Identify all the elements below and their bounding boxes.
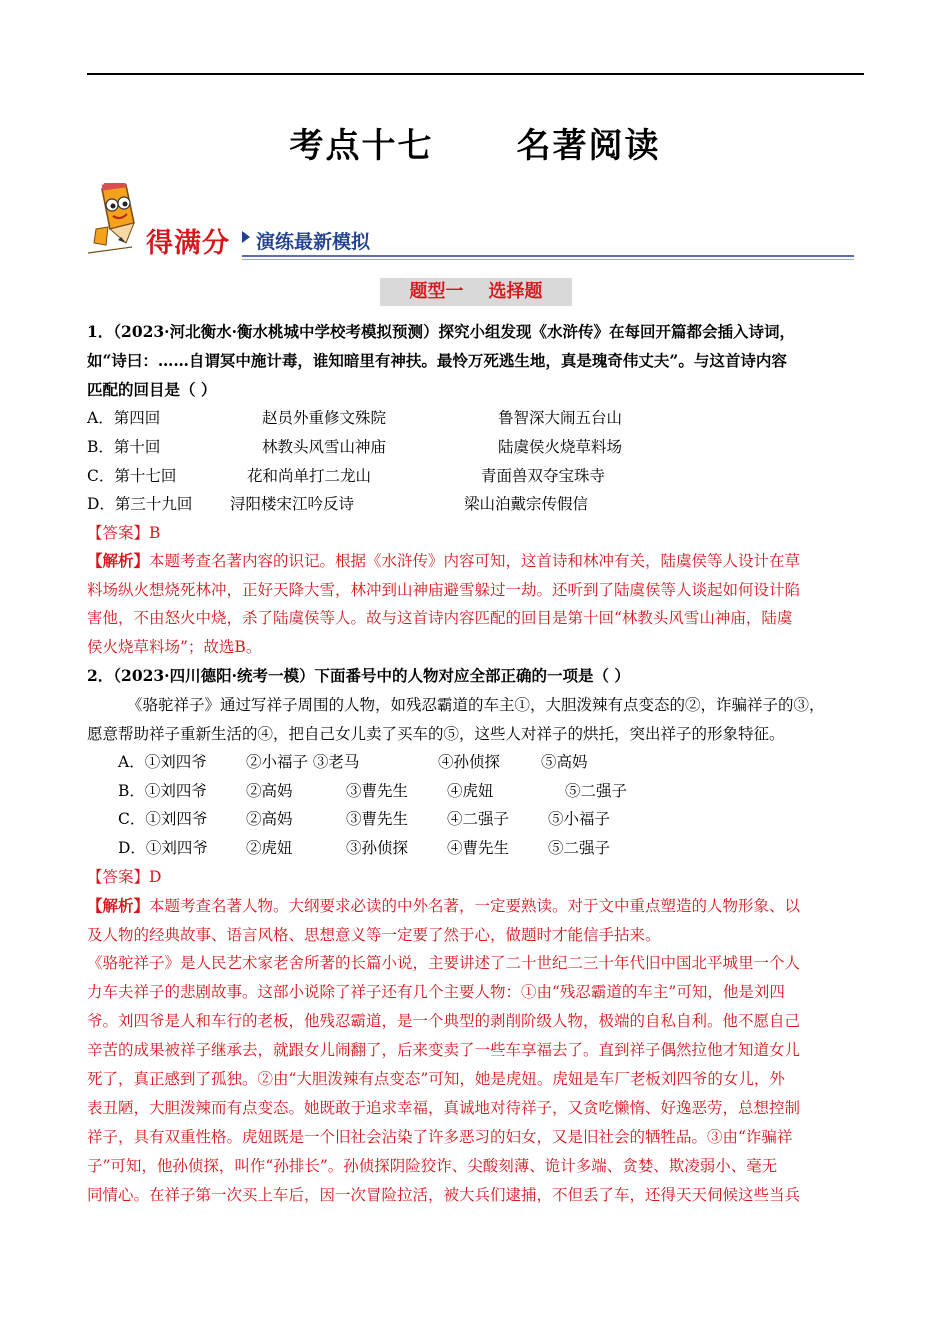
q2-answer: 【答案】D (87, 868, 162, 886)
banner (88, 183, 858, 265)
triangle-arrow-icon (242, 231, 250, 243)
q1-option-first: 林教头风雪山神庙 (262, 438, 387, 456)
page-title: 考点十七 名著阅读 (289, 126, 661, 166)
q1-option-second: 梁山泊戴宗传假信 (464, 495, 589, 513)
q2-option-item: ④孙侦探 (438, 753, 501, 771)
q2-analysis-line: 辛苦的成果被祥子继承去，就跟女儿闹翻了，后来变卖了一些车享福去了。直到祥子偶然拉他才知道女儿 (87, 1041, 801, 1059)
q2-analysis-first (87, 896, 800, 916)
q2-analysis-line: 爷。刘四爷是人和车行的老板，他残忍霸道，是一个典型的剥削阶级人物，极端的自私自利。他不愿自己 (87, 1012, 801, 1030)
q1-option-label: B．第十回 (87, 438, 161, 456)
q2-option-item: ③曹先生 (346, 782, 409, 800)
q2-analysis-line: 祥子，具有双重性格。虎妞既是一个旧社会沾染了许多恶习的妇女，又是旧社会的牺牲品。③由“诈骗祥 (87, 1128, 793, 1146)
q2-analysis-line: 子”可知，他孙侦探，叫作“孙排长”。孙侦探阴险狡诈、尖酸刻薄、诡计多端、贪婪、欺凌弱小、毫无 (87, 1157, 778, 1175)
q2-option-item: B．①刘四爷 (118, 782, 207, 800)
q1-option-second: 青面兽双夺宝珠寺 (481, 467, 606, 485)
analysis-tag: 【解析】 (87, 551, 150, 570)
q2-analysis-line: 及人物的经典故事、语言风格、思想意义等一定要了然于心，做题时才能信手拈来。 (87, 926, 661, 944)
banner-brand: 得满分 (146, 228, 230, 259)
q2-option-item: ④虎妞 (447, 782, 494, 800)
q2-option-item: ④曹先生 (447, 839, 510, 857)
q2-passage-line: 《骆驼祥子》通过写祥子周围的人物，如残忍霸道的车主①，大胆泼辣有点变态的②，诈骗祥子的③， (127, 696, 825, 714)
q1-analysis-line: 料场纵火想烧死林冲，正好天降大雪，林冲到山神庙避雪躲过一劫。还听到了陆虞侯等人谈起如何设计陷 (87, 581, 801, 599)
q1-option-label: D．第三十九回 (87, 495, 193, 513)
q1-stem-line: 1．（2023·河北衡水·衡水桃城中学校考模拟预测）探究小组发现《水浒传》在每回开篇都会插入诗词， (87, 322, 795, 341)
q1-stem-line: 如“诗曰：……自谓冥中施计毒，谁知暗里有神扶。最怜万死逃生地，真是瑰奇伟丈夫”。与这首诗内容 (87, 351, 787, 370)
q1-option-first: 花和尚单打二龙山 (247, 467, 372, 485)
q2-option-item: ②高妈 (246, 810, 293, 828)
q2-option-item: A．①刘四爷 (118, 753, 207, 771)
top-rule (87, 73, 864, 75)
q1-stem-line: 匹配的回目是（ ） (87, 380, 217, 399)
analysis-text: 本题考查名著内容的识记。根据《水浒传》内容可知，这首诗和林冲有关，陆虞侯等人设计在草 (149, 552, 801, 570)
section-heading: 题型一 选择题 (380, 278, 572, 306)
q2-analysis-line: 力车夫祥子的悲剧故事。这部小说除了祥子还有几个主要人物：①由“残忍霸道的车主”可知，他是刘四 (87, 983, 785, 1001)
q2-option-item: C．①刘四爷 (118, 810, 208, 828)
pencil-mascot-icon (88, 183, 148, 265)
q2-stem: 2．（2023·四川德阳·统考一模）下面番号中的人物对应全部正确的一项是（ ） (87, 666, 630, 685)
q1-analysis-line: 侯火烧草料场”；故选B。 (87, 638, 262, 656)
banner-rule (242, 255, 854, 257)
q1-option-label: A．第四回 (87, 409, 161, 427)
q2-option-item: D．①刘四爷 (118, 839, 208, 857)
q1-option-first: 浔阳楼宋江吟反诗 (230, 495, 355, 513)
q2-option-item: ③孙侦探 (346, 839, 409, 857)
analysis-tag: 【解析】 (87, 896, 150, 915)
q2-option-item: ②虎妞 (246, 839, 293, 857)
analysis-text: 本题考查名著人物。大纲要求必读的中外名著，一定要熟读。对于文中重点塑造的人物形象、以 (149, 897, 801, 915)
q1-analysis-first (87, 551, 800, 571)
q1-option-second: 陆虞侯火烧草料场 (498, 438, 623, 456)
q2-option-item: ②小福子 ③老马 (246, 753, 360, 771)
q1-answer: 【答案】B (87, 524, 161, 542)
q1-option-label: C．第十七回 (87, 467, 177, 485)
q1-option-second: 鲁智深大闹五台山 (498, 409, 623, 427)
q2-option-item: ②高妈 (246, 782, 293, 800)
q2-analysis-line: 同情心。在祥子第一次买上车后，因一次冒险拉活，被大兵们逮捕，不但丢了车，还得天天伺候这些当兵 (87, 1186, 801, 1204)
q1-analysis-line: 害他，不由怒火中烧，杀了陆虞侯等人。故与这首诗内容匹配的回目是第十回“林教头风雪山神庙，陆虞 (87, 609, 793, 627)
banner-rule-thin (242, 259, 854, 260)
q2-analysis-line: 《骆驼祥子》是人民艺术家老舍所著的长篇小说，主要讲述了二十世纪二三十年代旧中国北平城里一个人 (87, 954, 801, 972)
q2-analysis-line: 表丑陋，大胆泼辣而有点变态。她既敢于追求幸福，真诚地对待祥子，又贪吃懒惰、好逸恶劳，总想控制 (87, 1099, 801, 1117)
q1-option-first: 赵员外重修文殊院 (262, 409, 387, 427)
q2-passage-line: 愿意帮助祥子重新生活的④，把自己女儿卖了买车的⑤，这些人对祥子的烘托，突出祥子的形象特征。 (87, 725, 785, 743)
q2-option-item: ⑤小福子 (548, 810, 611, 828)
q2-option-item: ④二强子 (447, 810, 510, 828)
q2-option-item: ⑤二强子 (565, 782, 628, 800)
q2-analysis-line: 死了，真正感到了孤独。②由“大胆泼辣有点变态”可知，她是虎妞。虎妞是车厂老板刘四爷的女儿，外 (87, 1070, 785, 1088)
q2-option-item: ⑤高妈 (541, 753, 588, 771)
banner-subtitle: 演练最新模拟 (256, 231, 371, 253)
q2-option-item: ⑤二强子 (548, 839, 611, 857)
q2-option-item: ③曹先生 (346, 810, 409, 828)
